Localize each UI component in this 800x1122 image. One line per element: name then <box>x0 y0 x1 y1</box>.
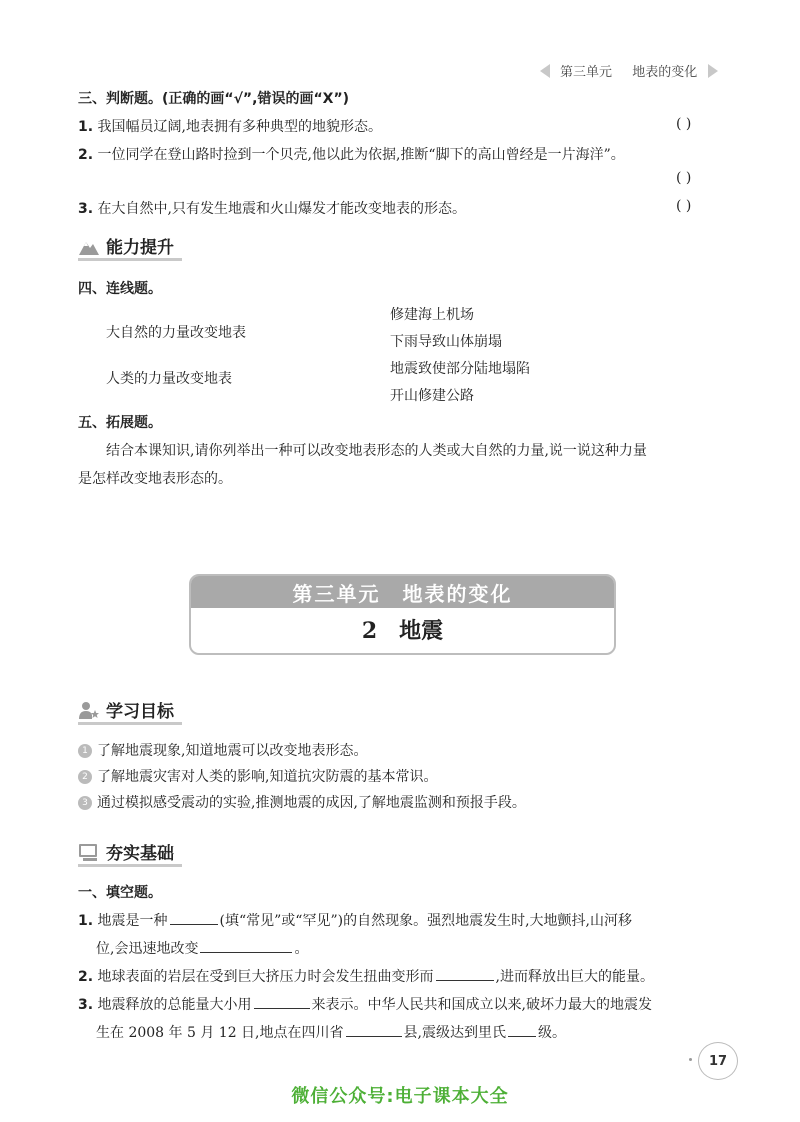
monitor-icon <box>78 842 100 862</box>
section3-title: 三、判断题。(正确的画“√”,错误的画“X”) <box>78 91 350 107</box>
q2-text-a: 地球表面的岩层在受到巨大挤压力时会发生扭曲变形而 <box>97 969 434 985</box>
fill-blank[interactable] <box>436 967 494 981</box>
item-text: 一位同学在登山路时捡到一个贝壳,他以此为依据,推断“脚下的高山曾经是一片海洋”。 <box>97 147 625 163</box>
page-number: 17 <box>708 1053 728 1069</box>
item-number: 2. <box>78 147 94 163</box>
match-right-2[interactable]: 下雨导致山体崩塌 <box>390 334 502 350</box>
goals-heading <box>78 697 174 722</box>
goal-item-3 <box>78 792 526 812</box>
item-number: 2. <box>78 969 94 985</box>
item-number: 3. <box>78 997 94 1013</box>
q3-text-b: 来表示。中华人民共和国成立以来,破坏力最大的地震发 <box>311 997 652 1013</box>
header-unit-label: 第三单元 <box>560 65 613 80</box>
fill-q1-line1 <box>78 910 632 930</box>
header-chapter-label: 地表的变化 <box>632 65 698 80</box>
answer-paren-3[interactable]: ( ) <box>676 198 692 214</box>
page-dot-icon <box>689 1058 692 1061</box>
fill-blank[interactable] <box>254 995 310 1009</box>
q3-text-e: 级。 <box>537 1025 566 1041</box>
item-number: 1. <box>78 913 94 929</box>
fill-blank[interactable] <box>508 1023 536 1037</box>
ability-heading <box>78 233 174 258</box>
section3-item-3 <box>78 198 466 218</box>
goal-number: 2 <box>78 770 92 784</box>
q1-text-d: 。 <box>294 941 309 957</box>
basics-heading <box>78 839 174 864</box>
answer-paren-1[interactable]: ( ) <box>676 116 692 132</box>
q3-text-c: 生在 2008 年 5 月 12 日,地点在四川省 <box>96 1025 344 1041</box>
banner-lesson: 2 地震 <box>361 618 444 644</box>
item-text: 在大自然中,只有发生地震和火山爆发才能改变地表的形态。 <box>97 201 466 217</box>
mountain-icon <box>78 236 100 256</box>
q1-text-b: (填“常见”或“罕见”)的自然现象。强烈地震发生时,大地颤抖,山河移 <box>219 913 632 929</box>
item-text: 我国幅员辽阔,地表拥有多种典型的地貌形态。 <box>97 119 382 135</box>
heading-underline <box>78 864 182 867</box>
item-number: 3. <box>78 201 94 217</box>
answer-paren-2[interactable]: ( ) <box>676 170 692 186</box>
goal-item-2 <box>78 766 437 786</box>
section3-item-1 <box>78 116 382 136</box>
header-unit <box>560 61 697 80</box>
q1-text-a: 地震是一种 <box>97 913 168 929</box>
basics-title: 夯实基础 <box>106 844 174 864</box>
goal-item-1 <box>78 740 367 760</box>
goal-number: 1 <box>78 744 92 758</box>
section1-title: 一、填空题。 <box>78 885 162 901</box>
section4-title: 四、连线题。 <box>78 281 162 297</box>
match-right-4[interactable]: 开山修建公路 <box>390 388 474 404</box>
lesson-banner <box>189 574 616 655</box>
match-right-3[interactable]: 地震致使部分陆地塌陷 <box>390 361 530 377</box>
person-star-icon <box>78 700 100 720</box>
heading-underline <box>78 722 182 725</box>
goal-text: 了解地震灾害对人类的影响,知道抗灾防震的基本常识。 <box>97 769 438 785</box>
banner-unit: 第三单元 地表的变化 <box>191 576 614 608</box>
ability-title: 能力提升 <box>106 238 174 258</box>
item-number: 1. <box>78 119 94 135</box>
fill-blank[interactable] <box>346 1023 402 1037</box>
header-right-marker <box>708 64 718 78</box>
fill-q3-line1 <box>78 994 652 1014</box>
fill-blank[interactable] <box>170 911 218 925</box>
footer-watermark: 微信公众号:电子课本大全 <box>291 1086 509 1107</box>
fill-q3-line2 <box>96 1022 566 1042</box>
match-left-1[interactable]: 大自然的力量改变地表 <box>106 325 246 341</box>
fill-q1-line2 <box>96 938 308 958</box>
section5-line2: 是怎样改变地表形态的。 <box>78 471 232 487</box>
fill-blank[interactable] <box>200 939 292 953</box>
heading-underline <box>78 258 182 261</box>
match-left-2[interactable]: 人类的力量改变地表 <box>106 371 232 387</box>
goals-title: 学习目标 <box>106 702 174 722</box>
q3-text-a: 地震释放的总能量大小用 <box>97 997 252 1013</box>
fill-q2 <box>78 966 654 986</box>
q3-text-d: 县,震级达到里氏 <box>403 1025 506 1041</box>
section5-line1: 结合本课知识,请你列举出一种可以改变地表形态的人类或大自然的力量,说一说这种力量 <box>106 443 647 459</box>
section5-title: 五、拓展题。 <box>78 415 162 431</box>
header-left-marker <box>540 64 550 78</box>
match-right-1[interactable]: 修建海上机场 <box>390 307 474 323</box>
goal-text: 了解地震现象,知道地震可以改变地表形态。 <box>97 743 368 759</box>
goal-text: 通过模拟感受震动的实验,推测地震的成因,了解地震监测和预报手段。 <box>97 795 526 811</box>
goal-number: 3 <box>78 796 92 810</box>
q2-text-b: ,进而释放出巨大的能量。 <box>495 969 654 985</box>
q1-text-c: 位,会迅速地改变 <box>96 941 199 957</box>
page-number-badge <box>698 1042 738 1080</box>
section3-item-2 <box>78 144 625 164</box>
